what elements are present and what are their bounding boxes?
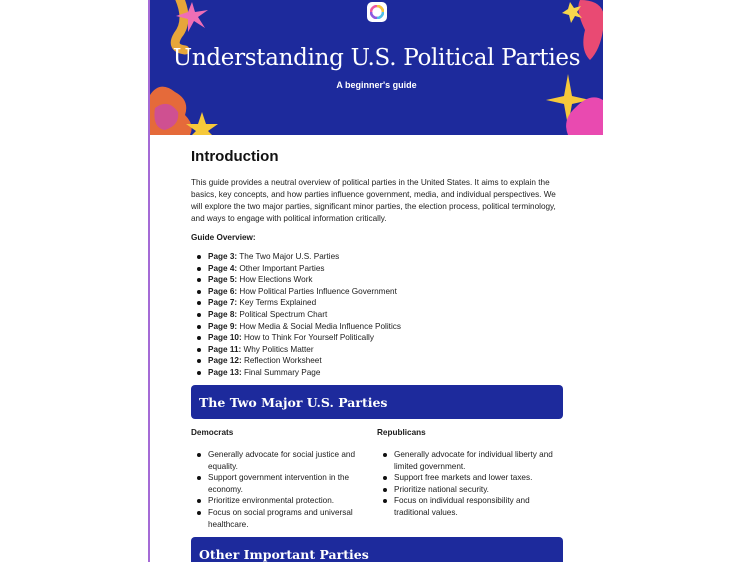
app-logo-icon — [367, 2, 387, 22]
header-banner — [150, 0, 603, 135]
list-item: Prioritize national security. — [394, 484, 563, 496]
list-item: Prioritize environmental protection. — [208, 495, 377, 507]
guide-overview-list — [191, 251, 563, 379]
list-item: Page 4: Other Important Parties — [208, 263, 563, 275]
document-page — [148, 0, 603, 562]
list-item: Page 6: How Political Parties Influence Government — [208, 286, 563, 298]
section-heading-other-parties: Other Important Parties — [191, 537, 563, 562]
intro-paragraph: This guide provides a neutral overview of political parties in the United States. It aims to explain the basics, key concepts, and how parties influence government, media, and individual perspectives. We will explore the two major parties, significant minor parties, the election process, political terminology, and ways to engage with political information critically. — [191, 178, 556, 223]
list-item: Page 12: Reflection Worksheet — [208, 355, 563, 367]
document-title: Understanding U.S. Political Parties — [172, 45, 581, 71]
list-item: Focus on individual responsibility and traditional values. — [394, 495, 563, 518]
list-item: Generally advocate for social justice and equality. — [208, 449, 377, 472]
intro-section — [191, 148, 563, 379]
list-item: Focus on social programs and universal healthcare. — [208, 507, 377, 530]
party-name: Democrats — [191, 428, 234, 437]
list-item: Support free markets and lower taxes. — [394, 472, 563, 484]
list-item: Page 7: Key Terms Explained — [208, 297, 563, 309]
democrats-column — [191, 428, 377, 530]
list-item: Page 13: Final Summary Page — [208, 367, 563, 379]
party-name: Republicans — [377, 428, 426, 437]
list-item: Page 9: How Media & Social Media Influence Politics — [208, 321, 563, 333]
list-item: Page 10: How to Think For Yourself Politically — [208, 332, 563, 344]
overview-label: Guide Overview: — [191, 233, 256, 242]
list-item: Page 3: The Two Major U.S. Parties — [208, 251, 563, 263]
list-item: Page 5: How Elections Work — [208, 274, 563, 286]
document-subtitle: A beginner's guide — [336, 80, 417, 90]
republicans-column — [377, 428, 563, 530]
section-heading-major-parties: The Two Major U.S. Parties — [191, 385, 563, 419]
list-item: Page 11: Why Politics Matter — [208, 344, 563, 356]
parties-columns — [191, 428, 563, 530]
intro-heading: Introduction — [191, 148, 279, 165]
party-points-list — [377, 449, 563, 519]
party-points-list — [191, 449, 377, 530]
list-item: Page 8: Political Spectrum Chart — [208, 309, 563, 321]
list-item: Support government intervention in the economy. — [208, 472, 377, 495]
list-item: Generally advocate for individual liberty and limited government. — [394, 449, 563, 472]
